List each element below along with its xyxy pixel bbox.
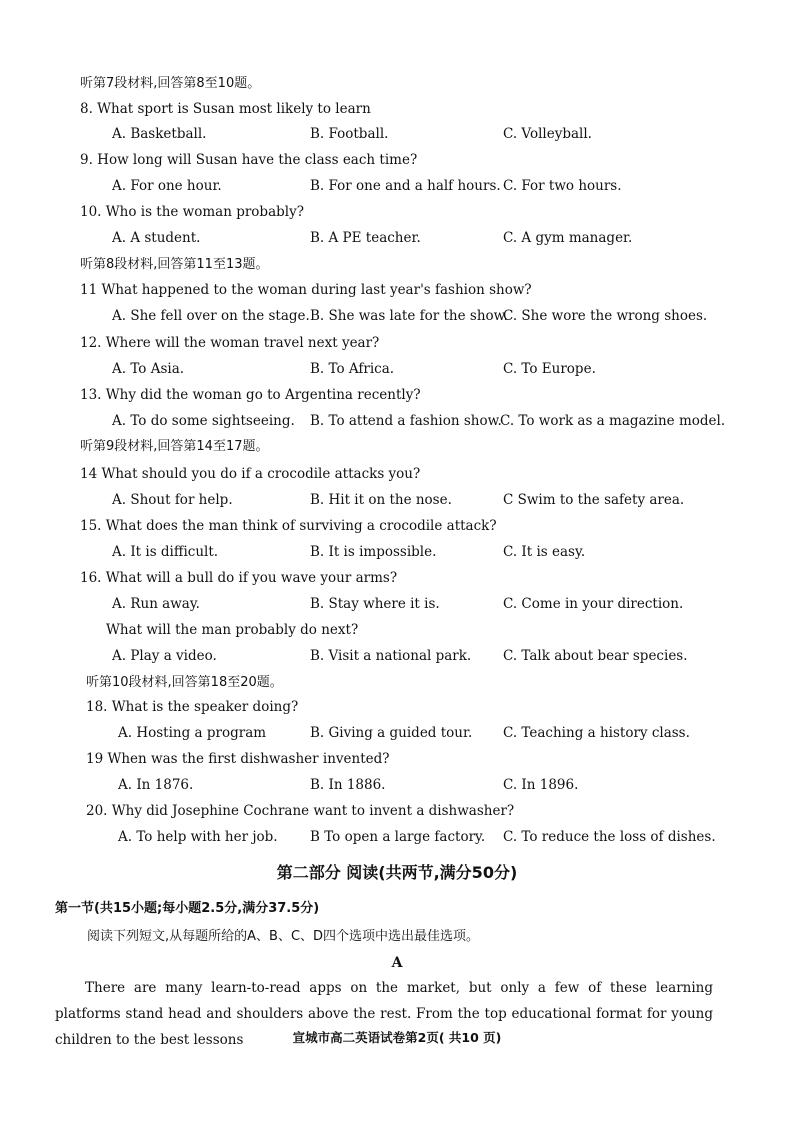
question-16: 16. What will a bull do if you wave your arms? [80, 570, 398, 586]
q18-option-c: C. Teaching a history class. [503, 725, 690, 741]
q9-option-c: C. For two hours. [503, 178, 622, 194]
q20-option-c: C. To reduce the loss of dishes. [503, 829, 716, 845]
q13-option-b: B. To attend a fashion show. [310, 413, 502, 429]
passage-letter: A [391, 955, 403, 971]
section-9-header: 听第9段材料,回答第14至17题。 [80, 439, 269, 454]
question-10: 10. Who is the woman probably? [80, 204, 304, 220]
question-19: 19 When was the first dishwasher invented? [86, 751, 390, 767]
section-8-header: 听第8段材料,回答第11至13题。 [80, 257, 269, 272]
q20-option-b: B To open a large factory. [310, 829, 486, 845]
question-17: What will the man probably do next? [106, 622, 359, 638]
q19-option-c: C. In 1896. [503, 777, 579, 793]
question-12: 12. Where will the woman travel next year? [80, 335, 380, 351]
q9-option-b: B. For one and a half hours. [310, 178, 501, 194]
q12-option-c: C. To Europe. [503, 361, 596, 377]
passage-paragraph: There are many learn-to-read apps on the market, but only a few of these learning platforms stand head and shoulders above the rest. From the top educational format for young children to the best lessons [55, 980, 713, 1048]
question-8: 8. What sport is Susan most likely to learn [80, 101, 371, 117]
section-7-header: 听第7段材料,回答第8至10题。 [80, 76, 261, 91]
q14-option-c: C Swim to the safety area. [503, 492, 685, 508]
page-footer: 宣城市高二英语试卷第2页( 共10 页) [292, 1030, 502, 1045]
q18-option-b: B. Giving a guided tour. [310, 725, 473, 741]
q16-option-a: A. Run away. [112, 596, 200, 612]
q16-option-c: C. Come in your direction. [503, 596, 684, 612]
q15-option-c: C. It is easy. [503, 544, 586, 560]
q16-option-b: B. Stay where it is. [310, 596, 440, 612]
q12-option-a: A. To Asia. [112, 361, 185, 377]
question-20: 20. Why did Josephine Cochrane want to invent a dishwasher? [86, 803, 515, 819]
q20-option-a: A. To help with her job. [118, 829, 278, 845]
q17-option-a: A. Play a video. [112, 648, 217, 664]
q14-option-b: B. Hit it on the nose. [310, 492, 452, 508]
q10-option-c: C. A gym manager. [503, 230, 633, 246]
q19-option-b: B. In 1886. [310, 777, 386, 793]
q10-option-b: B. A PE teacher. [310, 230, 421, 246]
part-two-title: 第二部分 阅读(共两节,满分50分) [276, 863, 518, 882]
q8-option-b: B. Football. [310, 126, 389, 142]
q14-option-a: A. Shout for help. [112, 492, 233, 508]
q8-option-c: C. Volleyball. [503, 126, 592, 142]
q11-option-c: C. She wore the wrong shoes. [503, 308, 708, 324]
q13-option-c: C. To work as a magazine model. [500, 413, 726, 429]
q12-option-b: B. To Africa. [310, 361, 395, 377]
q17-option-b: B. Visit a national park. [310, 648, 472, 664]
q9-option-a: A. For one hour. [112, 178, 222, 194]
question-15: 15. What does the man think of surviving a crocodile attack? [80, 518, 497, 534]
question-14: 14 What should you do if a crocodile attacks you? [80, 466, 421, 482]
q11-option-a: A. She fell over on the stage. [112, 308, 310, 324]
q15-option-a: A. It is difficult. [112, 544, 219, 560]
question-18: 18. What is the speaker doing? [86, 699, 299, 715]
q10-option-a: A. A student. [112, 230, 201, 246]
q13-option-a: A. To do some sightseeing. [112, 413, 295, 429]
question-9: 9. How long will Susan have the class each time? [80, 152, 418, 168]
question-11: 11 What happened to the woman during last year's fashion show? [80, 282, 532, 298]
q17-option-c: C. Talk about bear species. [503, 648, 688, 664]
q18-option-a: A. Hosting a program [118, 725, 267, 741]
section-10-header: 听第10段材料,回答第18至20题。 [86, 675, 283, 690]
q11-option-b: B. She was late for the show. [310, 308, 508, 324]
reading-instruction: 阅读下列短文,从每题所给的A、B、C、D四个选项中选出最佳选项。 [87, 929, 480, 944]
section-one-header: 第一节(共15小题;每小题2.5分,满分37.5分) [55, 901, 320, 916]
q8-option-a: A. Basketball. [112, 126, 207, 142]
q19-option-a: A. In 1876. [118, 777, 194, 793]
question-13: 13. Why did the woman go to Argentina recently? [80, 387, 421, 403]
q15-option-b: B. It is impossible. [310, 544, 437, 560]
